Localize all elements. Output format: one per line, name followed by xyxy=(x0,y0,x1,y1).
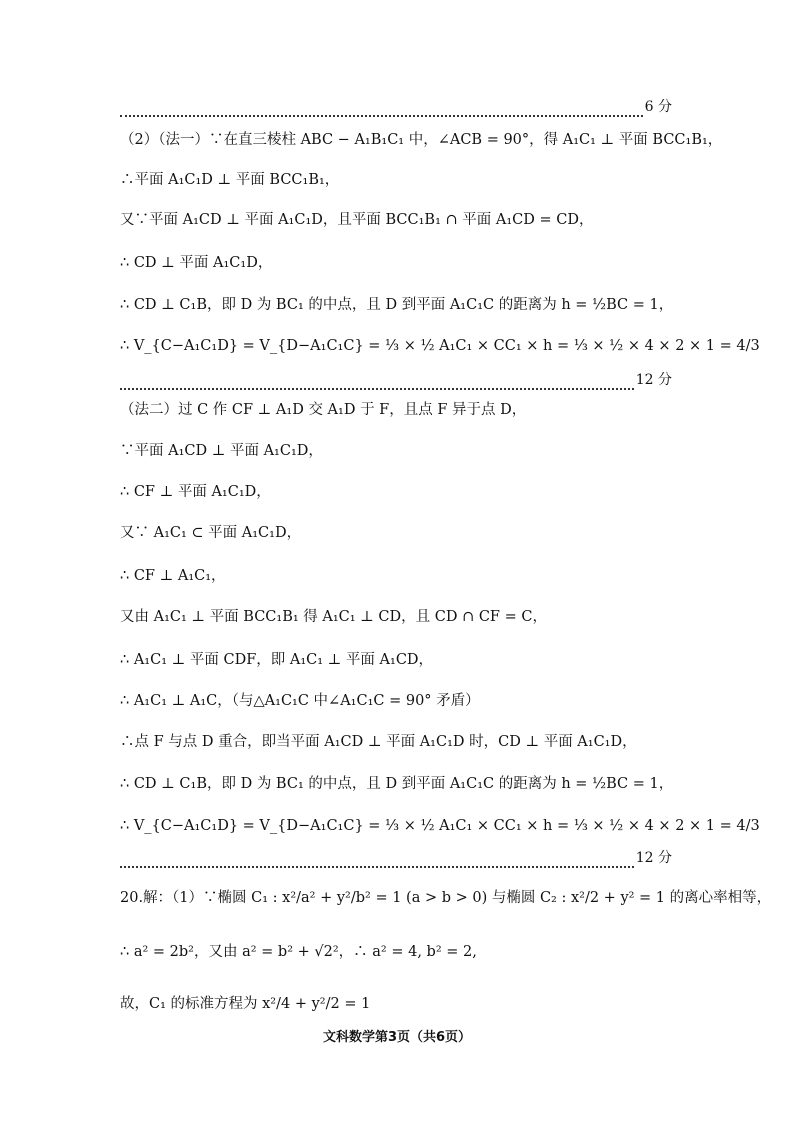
score-line xyxy=(120,370,672,390)
solution-line: 故，C₁ 的标准方程为 x²/4 + y²/2 = 1 xyxy=(120,996,371,1012)
dot-leader xyxy=(120,376,634,390)
score-line xyxy=(120,97,672,117)
solution-line: ∴ A₁C₁ ⊥ 平面 CDF，即 A₁C₁ ⊥ 平面 A₁CD， xyxy=(120,652,434,668)
dot-leader xyxy=(120,103,643,117)
solution-line: （法二）过 C 作 CF ⊥ A₁D 交 A₁D 于 F，且点 F 异于点 D， xyxy=(120,402,527,418)
solution-line: ∴ V_{C−A₁C₁D} = V_{D−A₁C₁C} = ⅓ × ½ A₁C₁ × CC₁ × h = ⅓ × ½ × 4 × 2 × 1 = 4/3 xyxy=(120,818,760,834)
solution-line: 又∵平面 A₁CD ⊥ 平面 A₁C₁D，且平面 BCC₁B₁ ∩ 平面 A₁CD = CD， xyxy=(120,212,594,228)
solution-line: ∴ CD ⊥ C₁B，即 D 为 BC₁ 的中点，且 D 到平面 A₁C₁C 的距离为 h = ½BC = 1， xyxy=(120,297,674,313)
solution-line: ∴ A₁C₁ ⊥ A₁C，（与△A₁C₁C 中∠A₁C₁C = 90° 矛盾） xyxy=(120,693,480,709)
solution-line: ∴ CD ⊥ 平面 A₁C₁D， xyxy=(120,255,273,271)
solution-line: ∴ CF ⊥ A₁C₁， xyxy=(120,568,226,584)
solution-line: ∵平面 A₁CD ⊥ 平面 A₁C₁D， xyxy=(120,443,323,459)
score-points: 6 分 xyxy=(644,99,672,115)
solution-line: ∴平面 A₁C₁D ⊥ 平面 BCC₁B₁， xyxy=(120,172,340,188)
solution-line: ∴ CD ⊥ C₁B，即 D 为 BC₁ 的中点，且 D 到平面 A₁C₁C 的距离为 h = ½BC = 1， xyxy=(120,776,674,792)
solution-line: 又∵ A₁C₁ ⊂ 平面 A₁C₁D， xyxy=(120,525,302,541)
solution-line: 20.解：（1）∵椭圆 C₁ : x²/a² + y²/b² = 1 (a > b > 0) 与椭圆 C₂ : x²/2 + y² = 1 的离心率相等， xyxy=(120,890,772,906)
page-footer: 文科数学第3页（共6页） xyxy=(322,1030,472,1045)
solution-line: ∴ CF ⊥ 平面 A₁C₁D， xyxy=(120,484,271,500)
solution-line: ∴ a² = 2b²，又由 a² = b² + √2²，∴ a² = 4, b² = 2, xyxy=(120,944,477,960)
solution-line: 又由 A₁C₁ ⊥ 平面 BCC₁B₁ 得 A₁C₁ ⊥ CD，且 CD ∩ CF = C， xyxy=(120,609,547,625)
dot-leader xyxy=(120,854,634,868)
score-line xyxy=(120,848,672,868)
solution-line: （2）（法一）∵在直三棱柱 ABC − A₁B₁C₁ 中，∠ACB = 90°，得 A₁C₁ ⊥ 平面 BCC₁B₁， xyxy=(120,132,723,148)
score-points: 12 分 xyxy=(635,372,672,388)
solution-line: ∴ V_{C−A₁C₁D} = V_{D−A₁C₁C} = ⅓ × ½ A₁C₁ × CC₁ × h = ⅓ × ½ × 4 × 2 × 1 = 4/3 xyxy=(120,338,760,354)
score-points: 12 分 xyxy=(635,850,672,866)
solution-line: ∴点 F 与点 D 重合，即当平面 A₁CD ⊥ 平面 A₁C₁D 时，CD ⊥ 平面 A₁C₁D， xyxy=(120,734,637,750)
